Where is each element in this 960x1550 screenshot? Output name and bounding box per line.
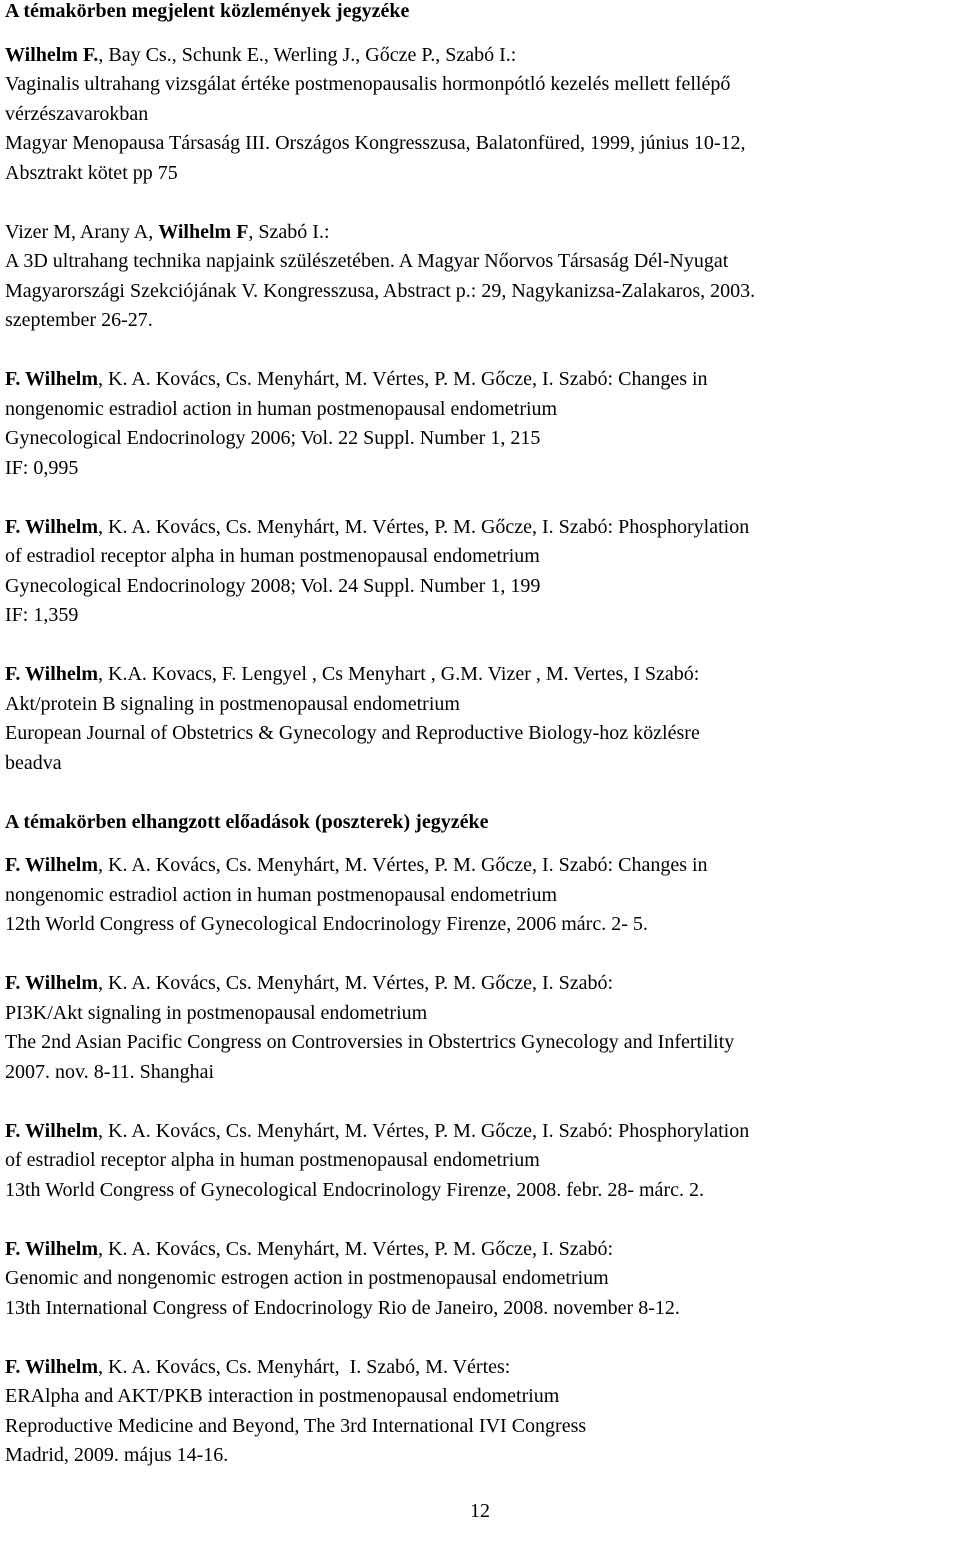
entry-authors (5, 1235, 955, 1265)
document-page (5, 0, 955, 1471)
author-highlight: F. Wilhelm (5, 972, 98, 994)
entry-line: 13th World Congress of Gynecological Endocrinology Firenze, 2008. febr. 28- márc. 2. (5, 1178, 704, 1201)
author-rest: , K. A. Kovács, Cs. Menyhárt, M. Vértes, P. M. Gőcze, I. Szabó: Phosphorylation (98, 515, 750, 538)
presentation-entry (5, 1235, 955, 1324)
presentation-entry (5, 851, 955, 940)
entry-line: Absztrakt kötet pp 75 (5, 161, 178, 184)
section-presentations (5, 808, 955, 1471)
presentation-entry (5, 1117, 955, 1206)
entry-line: 2007. nov. 8-11. Shanghai (5, 1060, 215, 1083)
author-rest: Vizer M, Arany A, (5, 220, 159, 243)
author-rest: , K. A. Kovács, Cs. Menyhárt, M. Vértes, P. M. Gőcze, I. Szabó: Changes in (98, 854, 708, 876)
entry-authors (5, 218, 955, 248)
entry-line: Madrid, 2009. május 14-16. (5, 1444, 229, 1466)
author-rest: , K. A. Kovács, Cs. Menyhárt, M. Vértes, P. M. Gőcze, I. Szabó: (98, 972, 614, 994)
section-heading: A témakörben elhangzott előadások (poszterek) jegyzéke (5, 810, 489, 833)
author-highlight: F. Wilhelm (5, 854, 98, 876)
author-rest: , K. A. Kovács, Cs. Menyhárt, M. Vértes, P. M. Gőcze, I. Szabó: Changes in (98, 368, 708, 390)
entry-authors (5, 1117, 955, 1147)
author-highlight: Wilhelm F. (5, 43, 99, 66)
entry-line: Reproductive Medicine and Beyond, The 3rd International IVI Congress (5, 1414, 587, 1437)
entry-line: Gynecological Endocrinology 2006; Vol. 22 Suppl. Number 1, 215 (5, 427, 541, 449)
entry-line: A 3D ultrahang technika napjaink szülészetében. A Magyar Nőorvos Társaság Dél-Nyugat (5, 250, 729, 272)
entry-line: PI3K/Akt signaling in postmenopausal endometrium (5, 1001, 428, 1024)
author-rest: , Szabó I.: (248, 220, 330, 243)
entry-line: Vaginalis ultrahang vizsgálat értéke postmenopausalis hormonpótló kezelés mellett fellépő (5, 73, 731, 95)
publication-entry (5, 365, 955, 483)
entry-authors (5, 513, 955, 543)
author-highlight: F. Wilhelm (5, 1237, 98, 1260)
entry-line: The 2nd Asian Pacific Congress on Controversies in Obstertrics Gynecology and Infertility (5, 1031, 735, 1053)
entry-line: Gynecological Endocrinology 2008; Vol. 24 Suppl. Number 1, 199 (5, 574, 541, 597)
author-highlight: F. Wilhelm (5, 1355, 98, 1378)
publication-entry (5, 660, 955, 778)
entry-line: vérzészavarokban (5, 102, 149, 125)
author-highlight: F. Wilhelm (5, 515, 98, 538)
entry-authors (5, 365, 955, 395)
author-highlight: F. Wilhelm (5, 368, 98, 390)
page-number: 12 (470, 1500, 490, 1522)
entry-line: Akt/protein B signaling in postmenopausal endometrium (5, 692, 460, 715)
entry-line: szeptember 26-27. (5, 309, 153, 331)
entry-authors (5, 41, 955, 71)
entry-line: Magyarországi Szekciójának V. Kongresszusa, Abstract p.: 29, Nagykanizsa-Zalakaros, 2003. (5, 279, 756, 302)
entry-line: beadva (5, 751, 62, 774)
entry-line: European Journal of Obstetrics & Gynecology and Reproductive Biology-hoz közlésre (5, 722, 700, 744)
entry-line: IF: 0,995 (5, 456, 79, 479)
author-highlight: Wilhelm F (158, 220, 249, 243)
entry-authors (5, 1353, 955, 1383)
entry-line: of estradiol receptor alpha in human postmenopausal endometrium (5, 1149, 540, 1171)
publication-entry (5, 218, 955, 336)
section-heading: A témakörben megjelent közlemények jegyzéke (5, 0, 410, 22)
entry-line: IF: 1,359 (5, 604, 79, 626)
entry-line: Genomic and nongenomic estrogen action in postmenopausal endometrium (5, 1267, 609, 1289)
presentation-entry (5, 1353, 955, 1471)
entry-line: 12th World Congress of Gynecological Endocrinology Firenze, 2006 márc. 2- 5. (5, 913, 648, 935)
publication-entry (5, 513, 955, 631)
section-publications (5, 0, 955, 778)
entry-authors (5, 660, 955, 690)
entry-line: Magyar Menopausa Társaság III. Országos Kongresszusa, Balatonfüred, 1999, június 10-12, (5, 132, 746, 154)
entry-line: nongenomic estradiol action in human postmenopausal endometrium (5, 397, 558, 420)
author-rest: , K.A. Kovacs, F. Lengyel , Cs Menyhart , G.M. Vizer , M. Vertes, I Szabó: (98, 663, 700, 685)
entry-line: 13th International Congress of Endocrinology Rio de Janeiro, 2008. november 8-12. (5, 1296, 680, 1319)
entry-authors (5, 851, 955, 881)
entry-line: ERAlpha and AKT/PKB interaction in postmenopausal endometrium (5, 1385, 560, 1407)
author-highlight: F. Wilhelm (5, 663, 98, 685)
author-highlight: F. Wilhelm (5, 1119, 98, 1142)
presentation-entry (5, 969, 955, 1087)
publication-entry (5, 41, 955, 189)
entry-line: of estradiol receptor alpha in human postmenopausal endometrium (5, 545, 540, 567)
author-rest: , K. A. Kovács, Cs. Menyhárt, M. Vértes, P. M. Gőcze, I. Szabó: (98, 1237, 614, 1260)
entry-line: nongenomic estradiol action in human postmenopausal endometrium (5, 883, 558, 906)
author-rest: , K. A. Kovács, Cs. Menyhárt, I. Szabó, M. Vértes: (98, 1355, 511, 1378)
entry-authors (5, 969, 955, 999)
author-rest: , Bay Cs., Schunk E., Werling J., Gőcze P., Szabó I.: (98, 43, 517, 66)
author-rest: , K. A. Kovács, Cs. Menyhárt, M. Vértes, P. M. Gőcze, I. Szabó: Phosphorylation (98, 1119, 750, 1142)
